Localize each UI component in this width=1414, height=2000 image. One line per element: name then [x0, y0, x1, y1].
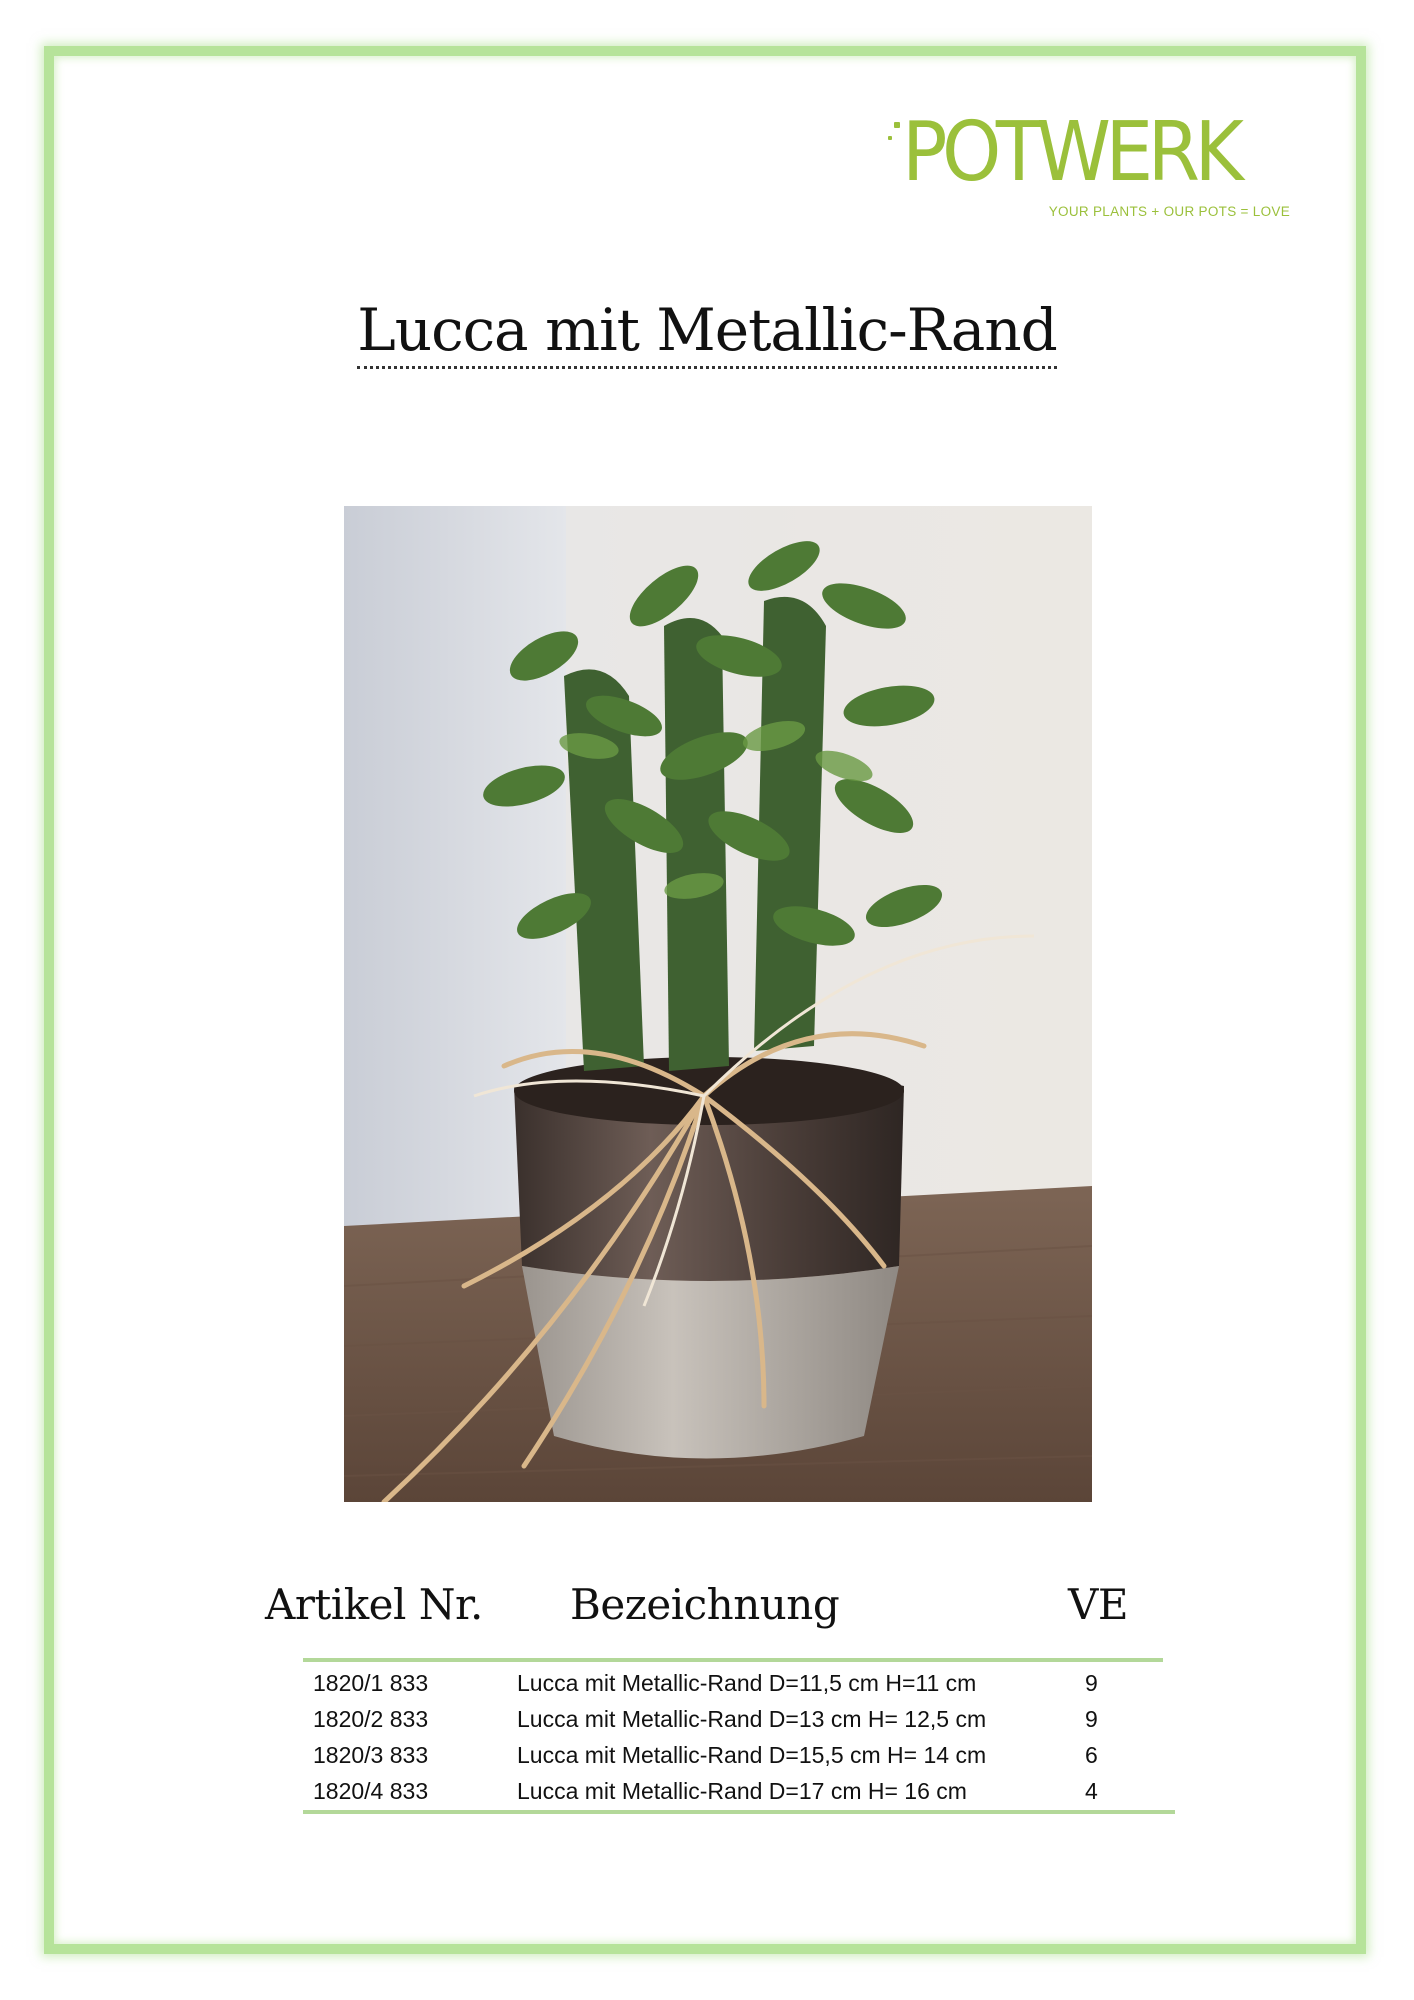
cell-bezeichnung: Lucca mit Metallic-Rand D=15,5 cm H= 14 cm: [517, 1742, 987, 1768]
cell-ve: 9: [1085, 1706, 1098, 1732]
logo-splatter: [888, 136, 892, 140]
potwerk-logo: [890, 105, 1290, 222]
product-table: [313, 1665, 1113, 1809]
header-ve: VE: [1068, 1580, 1128, 1629]
logo-wordmark: POTWERK: [902, 105, 1239, 200]
header-artikel: Artikel Nr.: [265, 1580, 483, 1629]
cell-ve: 4: [1085, 1778, 1098, 1804]
cell-ve: 6: [1085, 1742, 1098, 1768]
table-row: [313, 1701, 1113, 1737]
header-bezeichnung: Bezeichnung: [570, 1580, 840, 1629]
cell-artikel: 1820/3 833: [313, 1742, 429, 1768]
page-title: [0, 290, 1414, 370]
cell-bezeichnung: Lucca mit Metallic-Rand D=11,5 cm H=11 cm: [517, 1670, 977, 1696]
cell-bezeichnung: Lucca mit Metallic-Rand D=17 cm H= 16 cm: [517, 1778, 967, 1804]
cell-artikel: 1820/1 833: [313, 1670, 429, 1696]
logo-splatter: [894, 122, 900, 128]
cell-artikel: 1820/4 833: [313, 1778, 429, 1804]
product-photo: [344, 506, 1092, 1502]
page-title-text: Lucca mit Metallic-Rand: [357, 296, 1057, 369]
table-row: [313, 1773, 1113, 1809]
table-row: [313, 1665, 1113, 1701]
cell-bezeichnung: Lucca mit Metallic-Rand D=13 cm H= 12,5 cm: [517, 1706, 987, 1732]
table-bottom-rule: [303, 1810, 1175, 1814]
table-row: [313, 1737, 1113, 1773]
table-top-rule: [303, 1658, 1163, 1662]
cell-artikel: 1820/2 833: [313, 1706, 429, 1732]
cell-ve: 9: [1085, 1670, 1098, 1696]
logo-tagline: YOUR PLANTS + OUR POTS = LOVE: [1048, 204, 1290, 219]
